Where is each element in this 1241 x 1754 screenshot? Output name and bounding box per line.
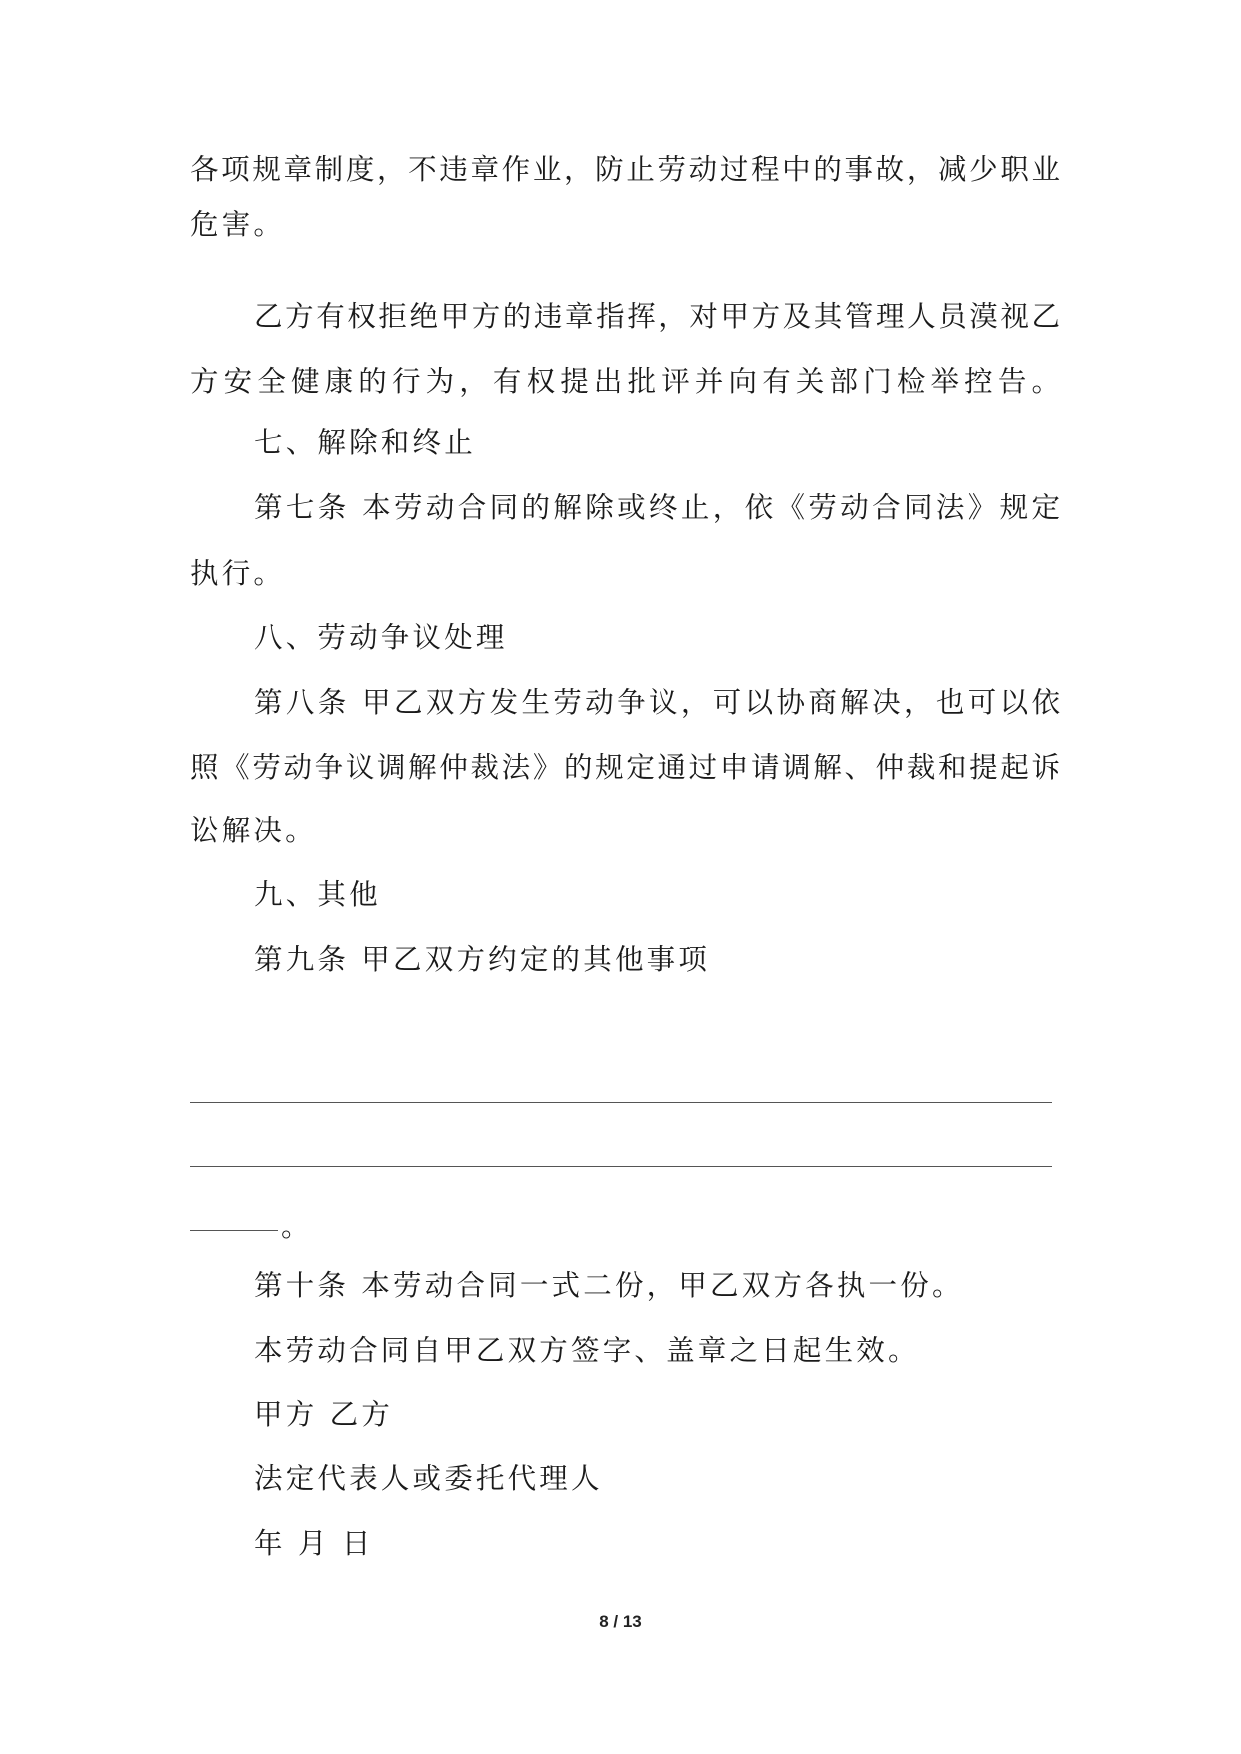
paragraph-line: 照《劳动争议调解仲裁法》的规定通过申请调解、仲裁和提起诉 — [190, 751, 1060, 784]
paragraph-line: 乙方有权拒绝甲方的违章指挥，对甲方及其管理人员漠视乙 — [254, 300, 1060, 333]
paragraph-line: 讼解决。 — [190, 814, 317, 847]
page-number: 8 / 13 — [599, 1612, 642, 1631]
paragraph-line: 方安全健康的行为，有权提出批评并向有关部门检举控告。 — [190, 365, 1060, 398]
signature-date: 年 月 日 — [254, 1527, 374, 1560]
paragraph-line: 危害。 — [190, 208, 286, 241]
signature-parties: 甲方 乙方 — [254, 1398, 394, 1431]
article-8-line: 第八条 甲乙双方发生劳动争议，可以协商解决，也可以依 — [254, 686, 1060, 719]
article-10-line: 第十条 本劳动合同一式二份，甲乙双方各执一份。 — [254, 1269, 964, 1302]
paragraph-line: 执行。 — [190, 557, 286, 590]
blank-fill-line — [190, 1102, 1052, 1103]
section-heading: 九、其他 — [254, 878, 381, 911]
section-heading: 八、劳动争议处理 — [254, 621, 508, 654]
blank-end-period: 。 — [281, 1210, 310, 1243]
paragraph-line: 各项规章制度，不违章作业，防止劳动过程中的事故，减少职业 — [190, 153, 1060, 186]
article-7-line: 第七条 本劳动合同的解除或终止，依《劳动合同法》规定 — [254, 491, 1060, 524]
blank-fill-line — [190, 1166, 1052, 1167]
paragraph-line: 本劳动合同自甲乙双方签字、盖章之日起生效。 — [254, 1334, 920, 1367]
article-9-line: 第九条 甲乙双方约定的其他事项 — [254, 943, 711, 976]
blank-fill-line — [190, 1230, 278, 1231]
section-heading: 七、解除和终止 — [254, 426, 476, 459]
signature-representative: 法定代表人或委托代理人 — [254, 1462, 603, 1495]
